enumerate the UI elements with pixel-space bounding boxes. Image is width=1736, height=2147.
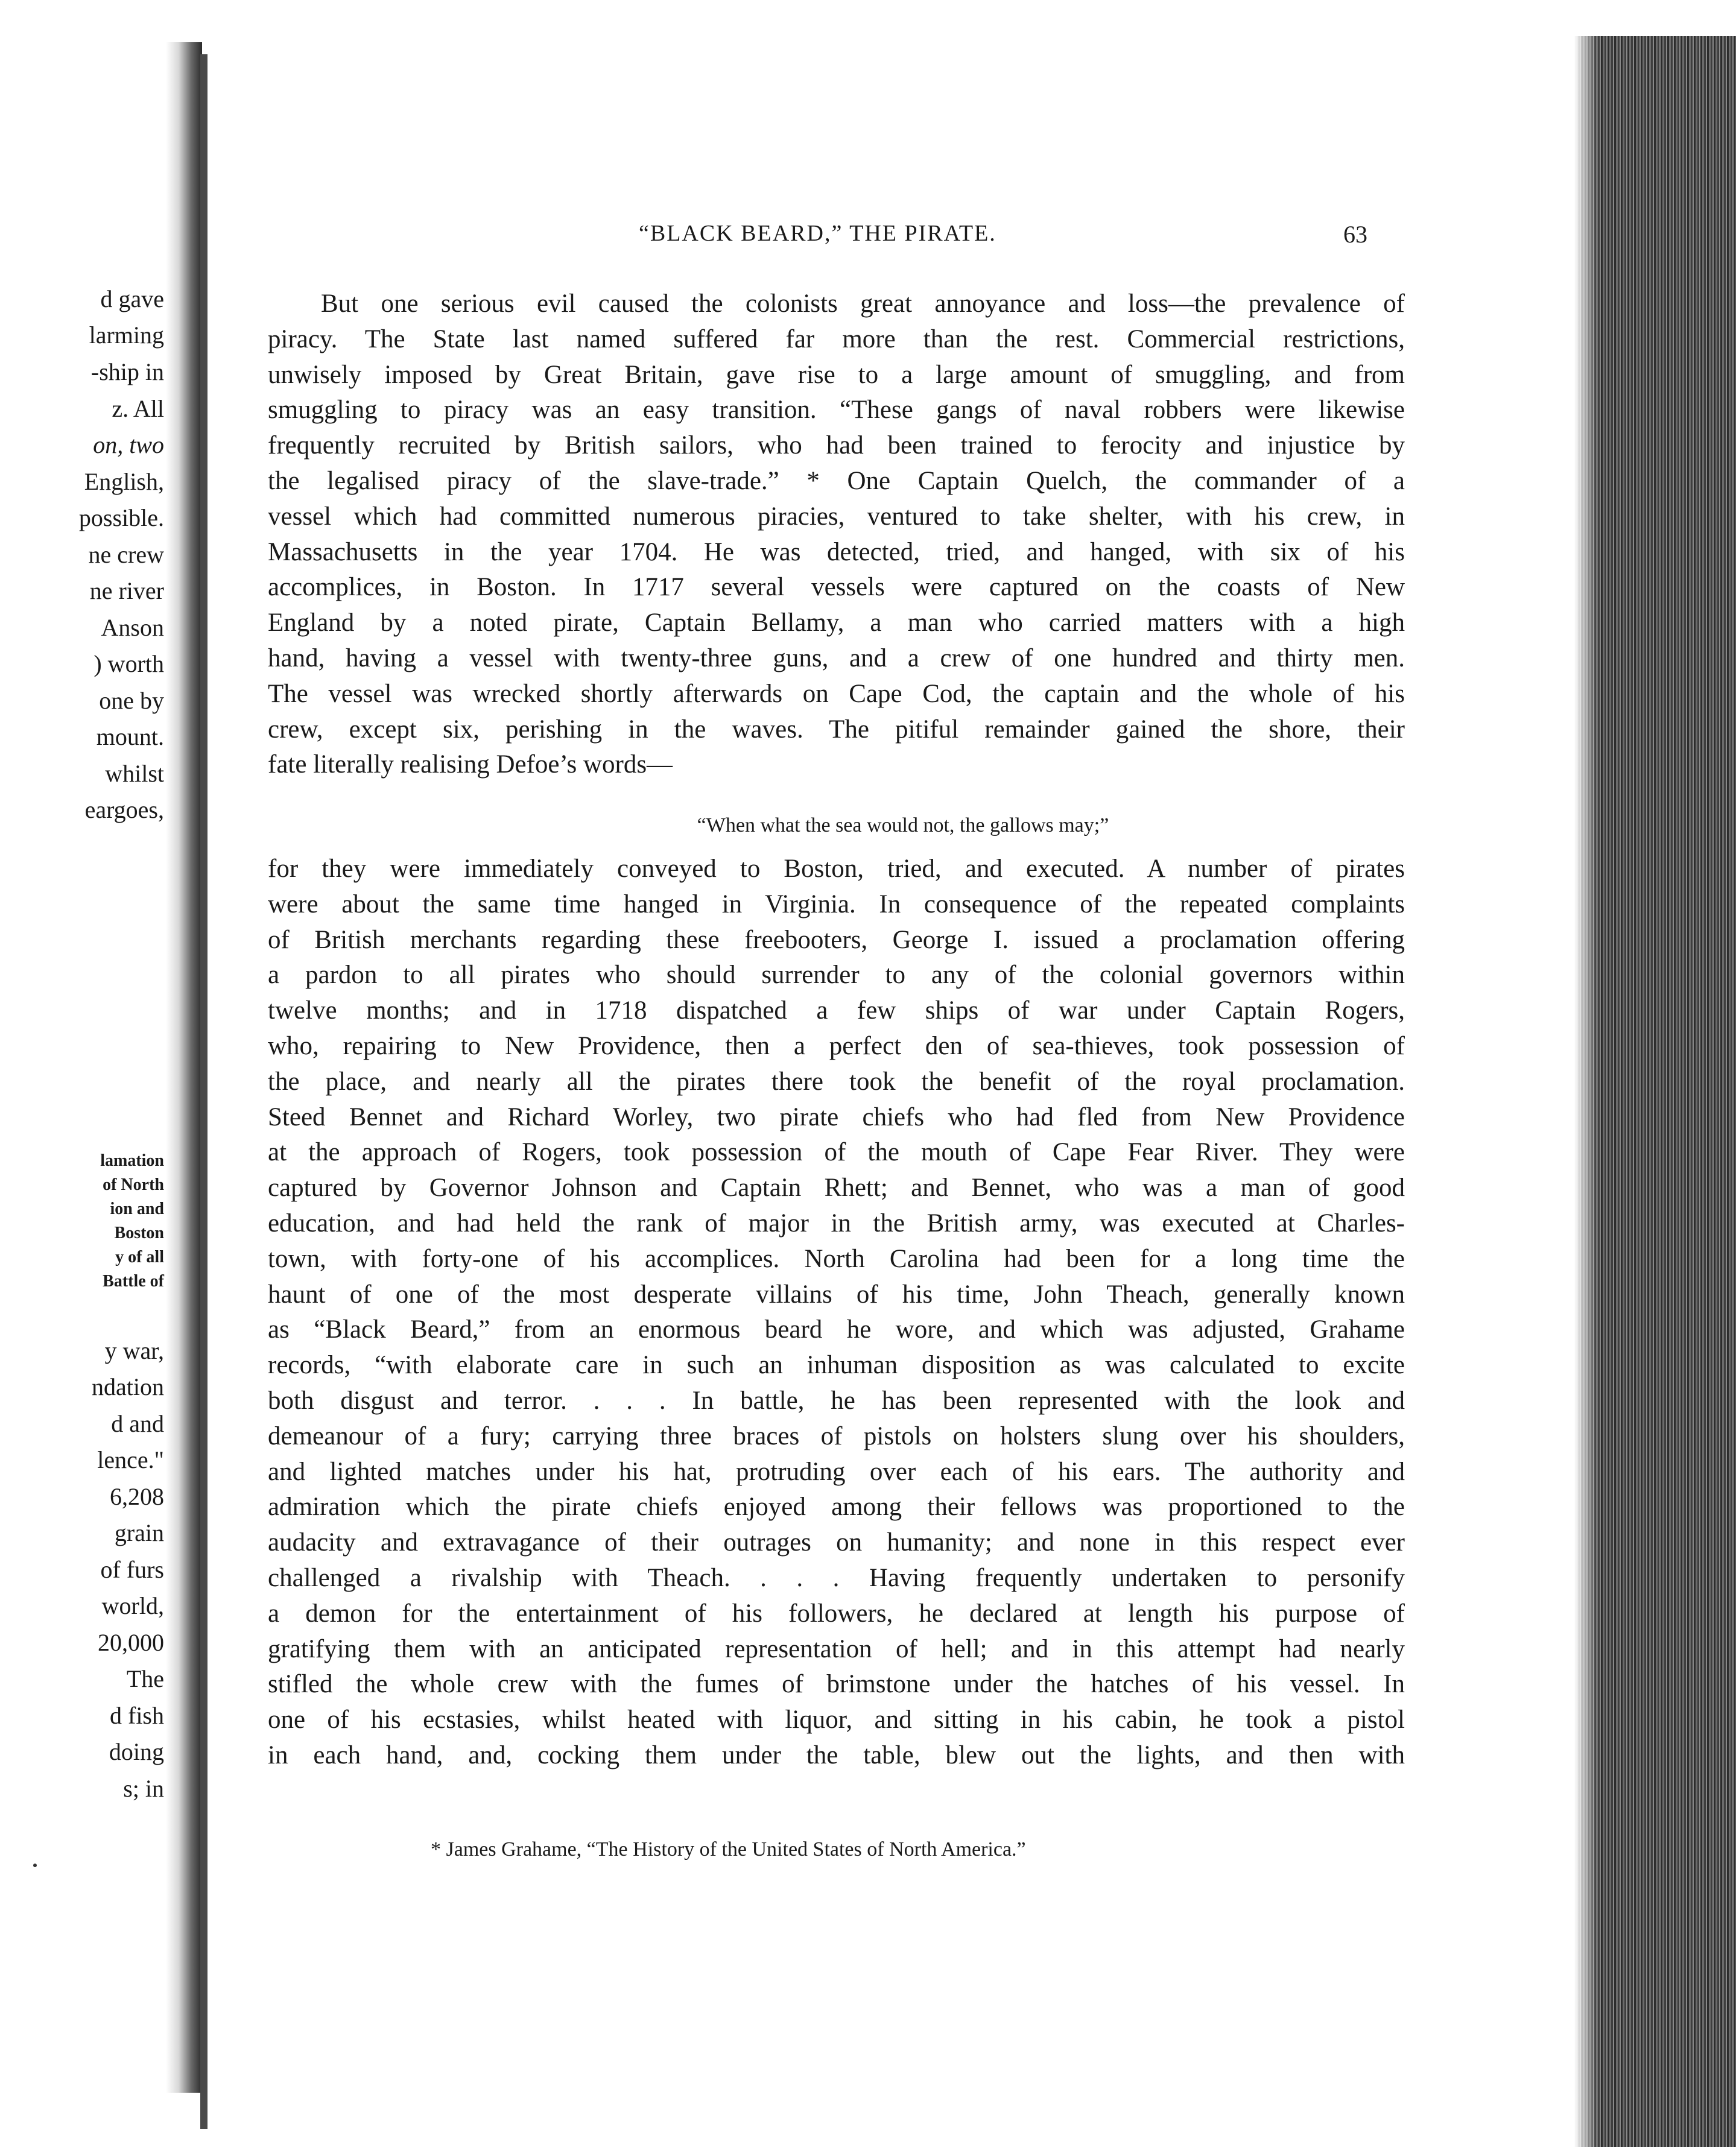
- text-line: audacity and extravagance of their outrages on humanity; and none in this respect ever: [268, 1528, 1405, 1557]
- paragraph-1: [268, 286, 1405, 783]
- text-line: of British merchants regarding these freebooters, George I. issued a proclamation offering: [268, 925, 1405, 954]
- left-page-fragment: d and: [111, 1410, 164, 1437]
- left-page-fragment: ndation: [92, 1373, 164, 1400]
- text-line: captured by Governor Johnson and Captain Rhett; and Bennet, who was a man of good: [268, 1174, 1405, 1203]
- text-line: frequently recruited by British sailors, who had been trained to ferocity and injustice by: [268, 431, 1405, 460]
- text-line: the legalised piracy of the slave-trade.” * One Captain Quelch, the commander of a: [268, 466, 1405, 495]
- text-line: as “Black Beard,” from an enormous beard he wore, and which was adjusted, Grahame: [268, 1315, 1405, 1344]
- left-page-fragment: ne crew: [88, 541, 164, 568]
- text-line: education, and had held the rank of major in the British army, was executed at Charles-: [268, 1209, 1405, 1238]
- text-line: vessel which had committed numerous piracies, ventured to take shelter, with his crew, in: [268, 502, 1405, 531]
- text-line: a pardon to all pirates who should surrender to any of the colonial governors within: [268, 961, 1405, 990]
- left-page-fragment: of furs: [100, 1556, 164, 1583]
- left-page-fragment: larming: [89, 321, 164, 349]
- left-page-fragment: 6,208: [110, 1483, 164, 1510]
- text-line: records, “with elaborate care in such an inhuman disposition as was calculated to excite: [268, 1351, 1405, 1380]
- text-line: twelve months; and in 1718 dispatched a few ships of war under Captain Rogers,: [268, 996, 1405, 1025]
- text-line: unwisely imposed by Great Britain, gave rise to a large amount of smuggling, and from: [268, 360, 1405, 389]
- text-line: England by a noted pirate, Captain Bellamy, a man who carried matters with a high: [268, 609, 1405, 637]
- text-line: stifled the whole crew with the fumes of brimstone under the hatches of his vessel. In: [268, 1670, 1405, 1699]
- left-page-fragment: lence.": [97, 1446, 164, 1473]
- left-page-fragment: Battle of: [103, 1272, 164, 1291]
- left-page-fragment: one by: [99, 687, 164, 714]
- scan-background: [199, 0, 1736, 36]
- left-page-fragment: y war,: [104, 1337, 164, 1364]
- ink-speck: [33, 1864, 37, 1867]
- text-line: But one serious evil caused the colonists great annoyance and loss—the prevalence of: [321, 289, 1405, 318]
- text-line: were about the same time hanged in Virginia. In consequence of the repeated complaints: [268, 890, 1405, 919]
- text-line: admiration which the pirate chiefs enjoyed among their fellows was proportioned to the: [268, 1493, 1405, 1522]
- left-page-fragment: on, two: [93, 431, 164, 458]
- text-line: The vessel was wrecked shortly afterwards on Cape Cod, the captain and the whole of his: [268, 679, 1405, 708]
- left-facing-page: [0, 36, 175, 1966]
- text-line: fate literally realising Defoe’s words—: [268, 750, 673, 779]
- text-line: gratifying them with an anticipated representation of hell; and in this attempt had nearly: [268, 1634, 1405, 1663]
- verse-quote: “When what the sea would not, the gallows may;”: [697, 814, 1109, 836]
- text-line: accomplices, in Boston. In 1717 several vessels were captured on the coasts of New: [268, 573, 1405, 602]
- text-line: demeanour of a fury; carrying three braces of pistols on holsters slung over his shoulders,: [268, 1421, 1405, 1450]
- text-line: crew, except six, perishing in the waves. The pitiful remainder gained the shore, their: [268, 715, 1405, 744]
- left-page-fragment: of North: [103, 1175, 164, 1194]
- left-page-fragment: ne river: [89, 577, 164, 604]
- left-page-fragment: world,: [101, 1592, 164, 1619]
- left-page-fragment: doing: [109, 1738, 164, 1765]
- left-page-fragment: Anson: [101, 614, 164, 641]
- text-line: the place, and nearly all the pirates there took the benefit of the royal proclamation.: [268, 1067, 1405, 1096]
- left-page-fragment: grain: [114, 1519, 164, 1546]
- text-line: and lighted matches under his hat, protruding over each of his ears. The authority and: [268, 1457, 1405, 1486]
- text-line: Massachusetts in the year 1704. He was detected, tried, and hanged, with six of his: [268, 537, 1405, 566]
- book-gutter-shadow: [166, 42, 202, 2093]
- left-page-fragment: English,: [84, 468, 164, 495]
- text-line: haunt of one of the most desperate villains of his time, John Theach, generally known: [268, 1280, 1405, 1309]
- left-page-fragment: 20,000: [98, 1629, 164, 1656]
- page-edge-fade: [1574, 36, 1598, 2147]
- left-page-fragment: Boston: [114, 1224, 164, 1242]
- left-page-fragment: -ship in: [90, 358, 164, 385]
- text-line: piracy. The State last named suffered far more than the rest. Commercial restrictions,: [268, 324, 1405, 353]
- book-gutter: [200, 54, 207, 2129]
- text-line: for they were immediately conveyed to Boston, tried, and executed. A number of pirates: [268, 855, 1405, 883]
- left-page-fragment: ) worth: [93, 650, 164, 677]
- left-page-fragment: mount.: [96, 723, 164, 750]
- main-page: [207, 36, 1574, 2147]
- left-page-fragment: y of all: [115, 1248, 164, 1266]
- left-page-fragment: d fish: [110, 1702, 164, 1729]
- left-page-fragment: lamation: [100, 1151, 164, 1170]
- text-line: a demon for the entertainment of his followers, he declared at length his purpose of: [268, 1599, 1405, 1628]
- text-line: one of his ecstasies, whilst heated with liquor, and sitting in his cabin, he took a pistol: [268, 1706, 1405, 1734]
- text-line: Steed Bennet and Richard Worley, two pirate chiefs who had fled from New Providence: [268, 1102, 1405, 1131]
- left-page-fragment: The: [126, 1665, 164, 1692]
- left-page-fragment: eargoes,: [84, 796, 164, 823]
- text-line: at the approach of Rogers, took possession of the mouth of Cape Fear River. They were: [268, 1138, 1405, 1167]
- book-page-edges: [1574, 36, 1736, 2147]
- running-title: “BLACK BEARD,” THE PIRATE.: [639, 221, 996, 246]
- page-number: 63: [1343, 221, 1367, 248]
- text-line: in each hand, and, cocking them under the table, blew out the lights, and then with: [268, 1741, 1405, 1769]
- left-page-fragment: whilst: [105, 760, 164, 787]
- footnote: * James Grahame, “The History of the United States of North America.”: [431, 1838, 1026, 1861]
- left-page-fragment: possible.: [78, 504, 164, 531]
- text-line: smuggling to piracy was an easy transition. “These gangs of naval robbers were likewise: [268, 396, 1405, 425]
- left-page-fragment: s; in: [123, 1775, 164, 1802]
- left-page-fragment: ion and: [110, 1200, 164, 1218]
- text-line: who, repairing to New Providence, then a perfect den of sea-thieves, took possession of: [268, 1031, 1405, 1060]
- text-line: challenged a rivalship with Theach. . . . Having frequently undertaken to personify: [268, 1563, 1405, 1592]
- text-line: hand, having a vessel with twenty-three guns, and a crew of one hundred and thirty men.: [268, 643, 1405, 672]
- left-page-fragment: z. All: [112, 395, 164, 422]
- paragraph-2: [268, 852, 1405, 1774]
- text-line: both disgust and terror. . . . In battle, he has been represented with the look and: [268, 1386, 1405, 1415]
- page-header: [207, 220, 1574, 250]
- text-line: town, with forty-one of his accomplices. North Carolina had been for a long time the: [268, 1244, 1405, 1273]
- left-page-fragment: d gave: [100, 285, 164, 312]
